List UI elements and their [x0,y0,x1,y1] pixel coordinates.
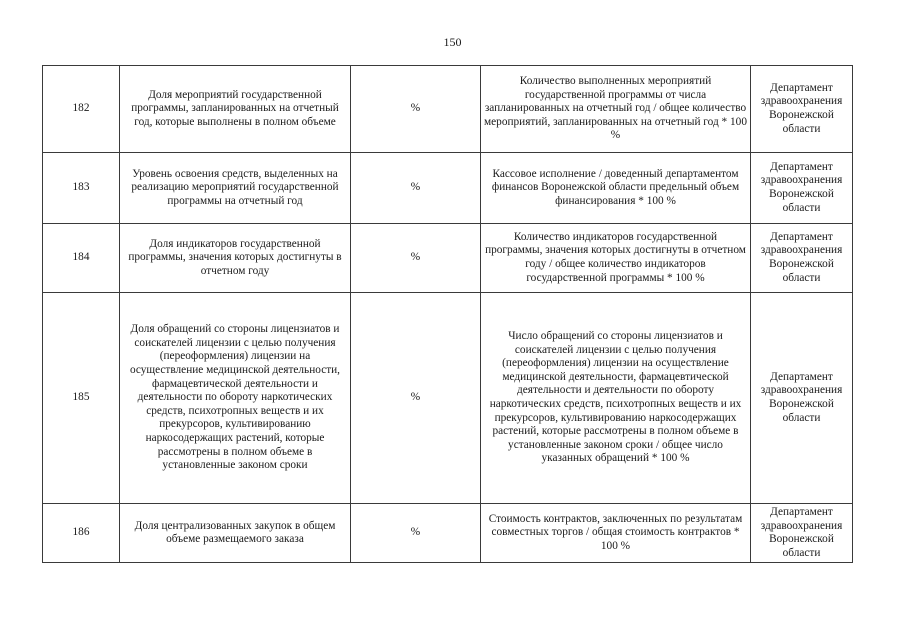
indicator-name: Доля обращений со стороны лицензиатов и соискателей лицензии с целью получения (переоформления) лицензии на осуществление медицинской деятельности, фармацевтической деятельности и деятельности по обороту наркотических средств, психотропных веществ и их прекурсоров, культивированию наркосодержащих растений, которые рассмотрены в полном объеме в установленные законом сроки [120,293,351,504]
formula-cell: Число обращений со стороны лицензиатов и соискателей лицензии с целью получения (переоформления) лицензии на осуществление медицинской деятельности, фармацевтической деятельности и деятельности по обороту наркотических средств, психотропных веществ и их прекурсоров, культивированию наркосодержащих растений, которые рассмотрены в полном объеме в установленные законом сроки / общее число указанных обращений * 100 % [481,293,751,504]
indicator-name: Доля мероприятий государственной программы, запланированных на отчетный год, которые выполнены в полном объеме [120,66,351,153]
responsible-cell: Департамент здравоохранения Воронежской области [751,224,853,293]
row-number: 184 [43,224,120,293]
row-number: 182 [43,66,120,153]
row-number: 186 [43,504,120,563]
formula-cell: Количество выполненных мероприятий государственной программы от числа запланированных на отчетный год / общее количество мероприятий, запланированных на отчетный год * 100 % [481,66,751,153]
unit-cell: % [351,66,481,153]
formula-cell: Стоимость контрактов, заключенных по результатам совместных торгов / общая стоимость контрактов * 100 % [481,504,751,563]
unit-cell: % [351,504,481,563]
page-number: 150 [443,35,462,49]
formula-cell: Количество индикаторов государственной программы, значения которых достигнуты в отчетном году / общее количество индикаторов государственной программы * 100 % [481,224,751,293]
table-row [43,153,853,224]
row-number: 185 [43,293,120,504]
indicator-name: Уровень освоения средств, выделенных на реализацию мероприятий государственной программы на отчетный год [120,153,351,224]
responsible-cell: Департамент здравоохранения Воронежской области [751,293,853,504]
unit-cell: % [351,224,481,293]
responsible-cell: Департамент здравоохранения Воронежской области [751,504,853,563]
responsible-cell: Департамент здравоохранения Воронежской области [751,153,853,224]
formula-cell: Кассовое исполнение / доведенный департаментом финансов Воронежской области предельный объем финансирования * 100 % [481,153,751,224]
table-row [43,504,853,563]
row-number: 183 [43,153,120,224]
indicator-name: Доля индикаторов государственной программы, значения которых достигнуты в отчетном году [120,224,351,293]
table-row [43,293,853,504]
table-row [43,66,853,153]
indicator-name: Доля централизованных закупок в общем объеме размещаемого заказа [120,504,351,563]
responsible-cell: Департамент здравоохранения Воронежской области [751,66,853,153]
table-row [43,224,853,293]
unit-cell: % [351,153,481,224]
indicators-table [42,65,853,563]
unit-cell: % [351,293,481,504]
